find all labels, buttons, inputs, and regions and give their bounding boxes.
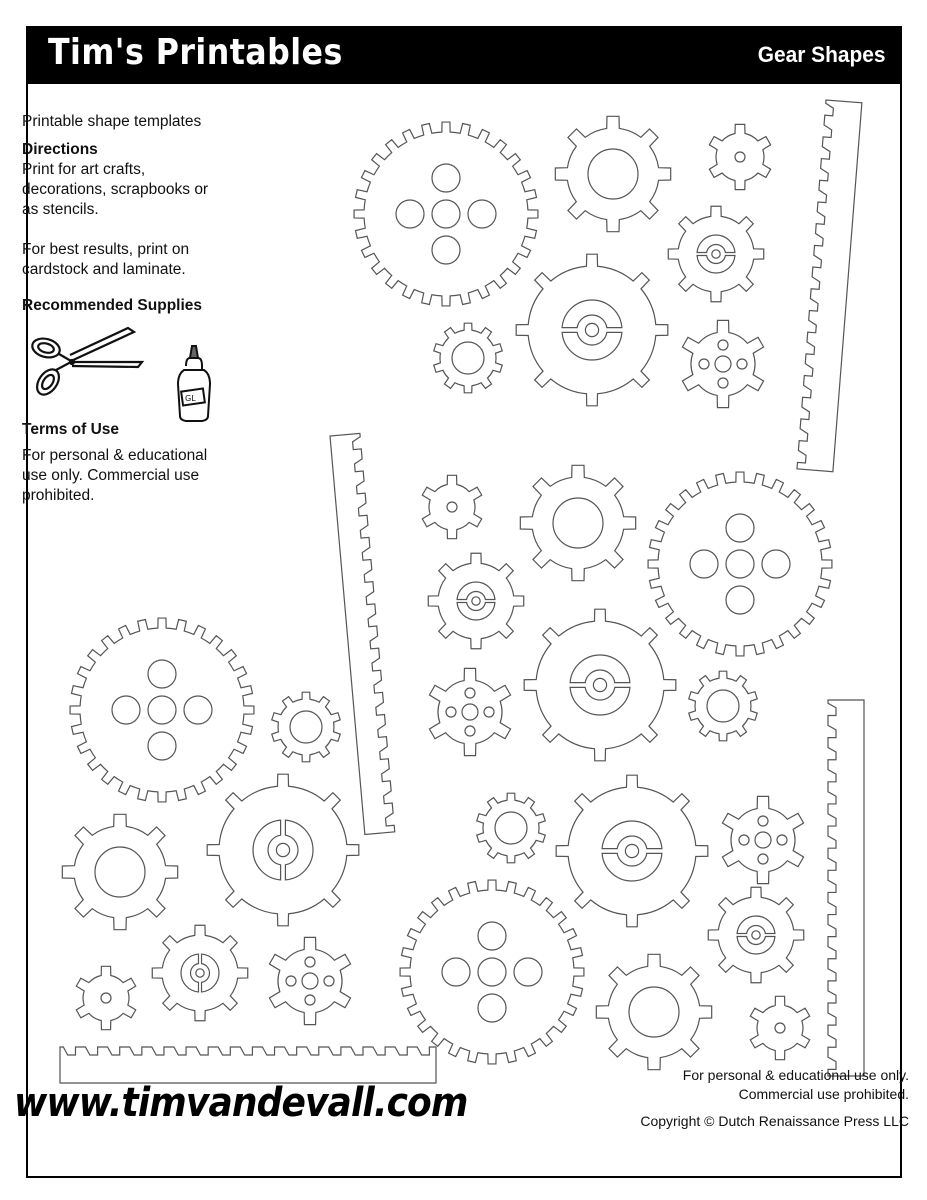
gear-shape	[750, 996, 809, 1059]
gear-shape	[152, 925, 247, 1020]
intro-text: Printable shape templates	[22, 113, 202, 130]
directions-line: decorations, scrapbooks or	[22, 181, 209, 198]
gear-shape	[62, 814, 177, 929]
footer-notice	[640, 1066, 909, 1131]
gear-shape	[422, 475, 481, 538]
supplies-illustrations	[22, 324, 262, 424]
gear-shape	[70, 618, 254, 802]
gear-shape	[556, 775, 708, 927]
tips-line: For best results, print on	[22, 241, 190, 258]
gear-shape	[269, 937, 350, 1024]
page-title: Gear Shapes	[758, 42, 886, 67]
gear-shape	[272, 692, 341, 762]
gear-shape	[434, 323, 503, 393]
gear-rack-shape	[828, 700, 864, 1076]
terms-heading: Terms of Use	[22, 421, 120, 438]
gear-rack-shape	[797, 100, 862, 472]
directions-heading: Directions	[22, 141, 98, 158]
svg-text:GL: GL	[185, 394, 196, 403]
gear-shape	[709, 124, 770, 189]
gear-shape	[648, 472, 832, 656]
glue-bottle-icon	[172, 344, 216, 424]
sidebar	[22, 84, 262, 506]
terms-line: prohibited.	[22, 487, 95, 504]
gear-rack-shape	[60, 1047, 436, 1083]
directions-line: Print for art crafts,	[22, 161, 146, 178]
gear-shape	[354, 122, 538, 306]
gear-shape	[682, 320, 763, 407]
gear-shape	[520, 465, 635, 580]
gear-shape	[555, 116, 670, 231]
gear-shape	[76, 966, 135, 1029]
scissors-icon	[26, 324, 146, 404]
brand-logo: Tim's Printables	[48, 32, 343, 73]
gear-shape	[207, 774, 359, 926]
footer-terms-line: Commercial use prohibited.	[738, 1086, 909, 1102]
terms-line: For personal & educational	[22, 447, 208, 464]
terms-line: use only. Commercial use	[22, 467, 200, 484]
website-url[interactable]: www.timvandevall.com	[14, 1080, 468, 1126]
gear-shape	[428, 553, 523, 648]
tips-line: cardstock and laminate.	[22, 261, 186, 278]
gear-shape	[477, 793, 546, 863]
gear-shape	[708, 887, 803, 982]
supplies-heading: Recommended Supplies	[22, 297, 203, 314]
gear-shape	[524, 609, 676, 761]
footer-terms-line: For personal & educational use only.	[682, 1067, 909, 1083]
gear-shape	[429, 668, 510, 755]
gear-shape	[516, 254, 668, 406]
copyright-text: Copyright © Dutch Renaissance Press LLC	[640, 1113, 909, 1129]
gear-shape	[596, 954, 711, 1069]
gear-shape	[668, 206, 763, 301]
gear-shape	[722, 796, 803, 883]
gear-shape	[689, 671, 758, 741]
gear-shape	[400, 880, 584, 1064]
gear-rack-shape	[330, 433, 395, 834]
directions-line: as stencils.	[22, 201, 99, 218]
